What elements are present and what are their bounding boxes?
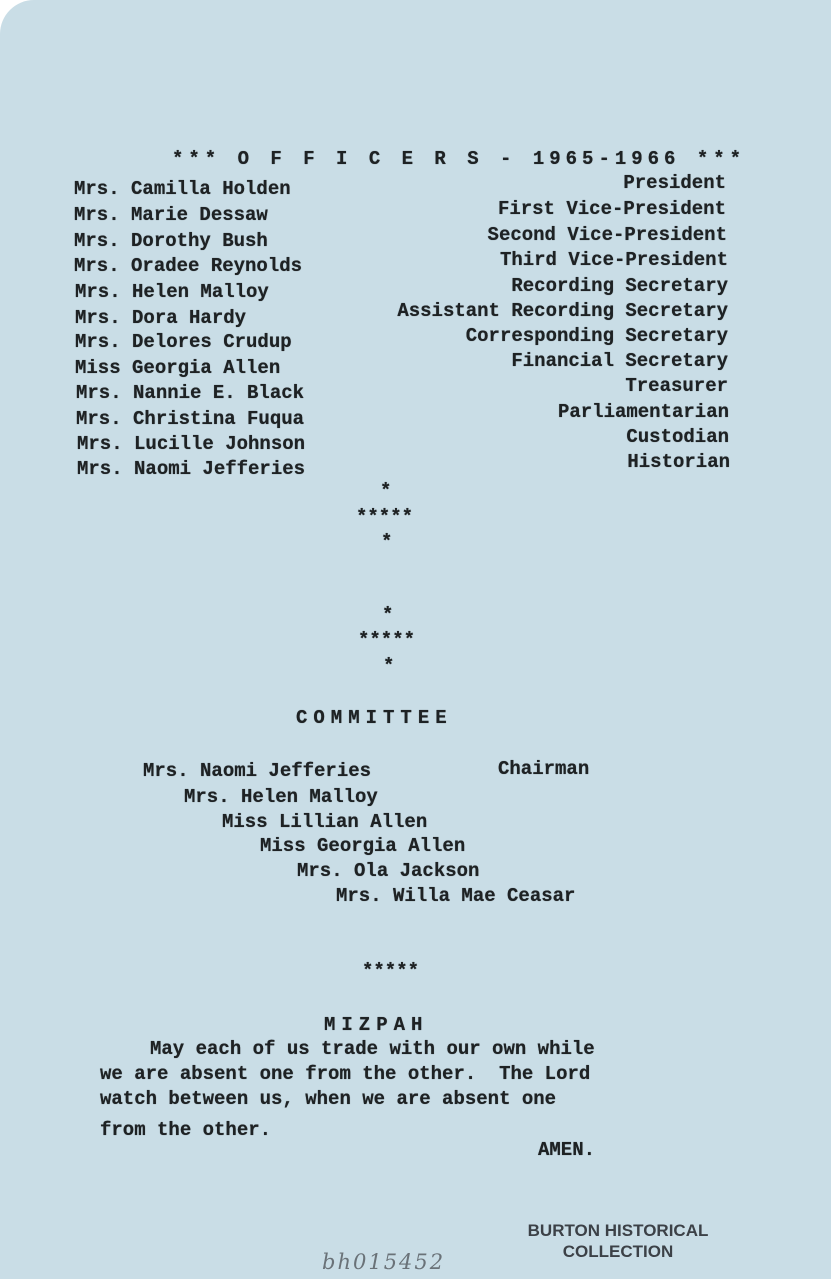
officer-title: Financial Secretary: [511, 350, 728, 372]
officer-name: Mrs. Dorothy Bush: [74, 230, 268, 252]
officer-name: Mrs. Lucille Johnson: [77, 433, 306, 455]
officer-title: Recording Secretary: [511, 275, 728, 297]
officer-name: Mrs. Christina Fuqua: [76, 408, 305, 430]
officer-title: Parliamentarian: [557, 401, 729, 423]
ornament-star: *: [383, 655, 395, 677]
ornament-star: *: [382, 604, 394, 626]
ornament-star-row: *****: [356, 506, 414, 528]
officer-title: Assistant Recording Secretary: [397, 300, 728, 322]
mizpah-line: watch between us, when we are absent one: [100, 1088, 557, 1110]
ornament-star-row: *****: [358, 629, 416, 651]
officer-title: Second Vice-President: [487, 224, 727, 246]
mizpah-closing: AMEN.: [538, 1139, 596, 1161]
mizpah-line: from the other.: [100, 1119, 272, 1141]
officer-name: Mrs. Nannie E. Black: [76, 382, 305, 404]
officer-title: Historian: [627, 451, 730, 473]
committee-heading: COMMITTEE: [296, 707, 453, 729]
committee-member: Mrs. Naomi Jefferies: [143, 760, 372, 782]
committee-member: Miss Georgia Allen: [260, 835, 466, 857]
officer-title: Corresponding Secretary: [465, 325, 728, 347]
officer-name: Mrs. Camilla Holden: [74, 178, 291, 200]
committee-chairman-label: Chairman: [498, 758, 590, 780]
officer-title: Custodian: [626, 426, 729, 448]
mizpah-heading: MIZPAH: [324, 1014, 429, 1036]
officer-title: President: [623, 172, 726, 194]
officer-name: Mrs. Naomi Jefferies: [77, 458, 306, 480]
archive-stamp-line: BURTON HISTORICAL: [527, 1221, 709, 1240]
officer-name: Mrs. Oradee Reynolds: [74, 255, 303, 277]
archive-stamp: [500, 1220, 736, 1262]
officer-title: First Vice-President: [497, 198, 726, 220]
officer-title: Treasurer: [625, 375, 728, 397]
ornament-star: *: [380, 480, 392, 502]
committee-member: Mrs. Ola Jackson: [297, 860, 480, 882]
officer-name: Mrs. Dora Hardy: [75, 307, 247, 329]
committee-member: Miss Lillian Allen: [222, 811, 428, 833]
separator-stars: *****: [362, 960, 420, 982]
officer-name: Mrs. Delores Crudup: [75, 331, 292, 353]
officer-name: Miss Georgia Allen: [75, 357, 281, 379]
committee-member: Mrs. Helen Malloy: [184, 786, 378, 808]
mizpah-line: we are absent one from the other. The Lord: [100, 1063, 591, 1085]
mizpah-line: May each of us trade with our own while: [150, 1038, 595, 1060]
ornament-star: *: [381, 531, 393, 553]
archive-stamp-line: COLLECTION: [562, 1242, 674, 1261]
officer-name: Mrs. Marie Dessaw: [74, 204, 268, 226]
officer-title: Third Vice-President: [499, 249, 728, 271]
officer-name: Mrs. Helen Malloy: [75, 281, 269, 303]
handwritten-catalog-id: bh015452: [322, 1250, 446, 1274]
officers-heading: *** O F F I C E R S - 1965-1966 ***: [172, 148, 747, 170]
committee-member: Mrs. Willa Mae Ceasar: [336, 885, 576, 907]
